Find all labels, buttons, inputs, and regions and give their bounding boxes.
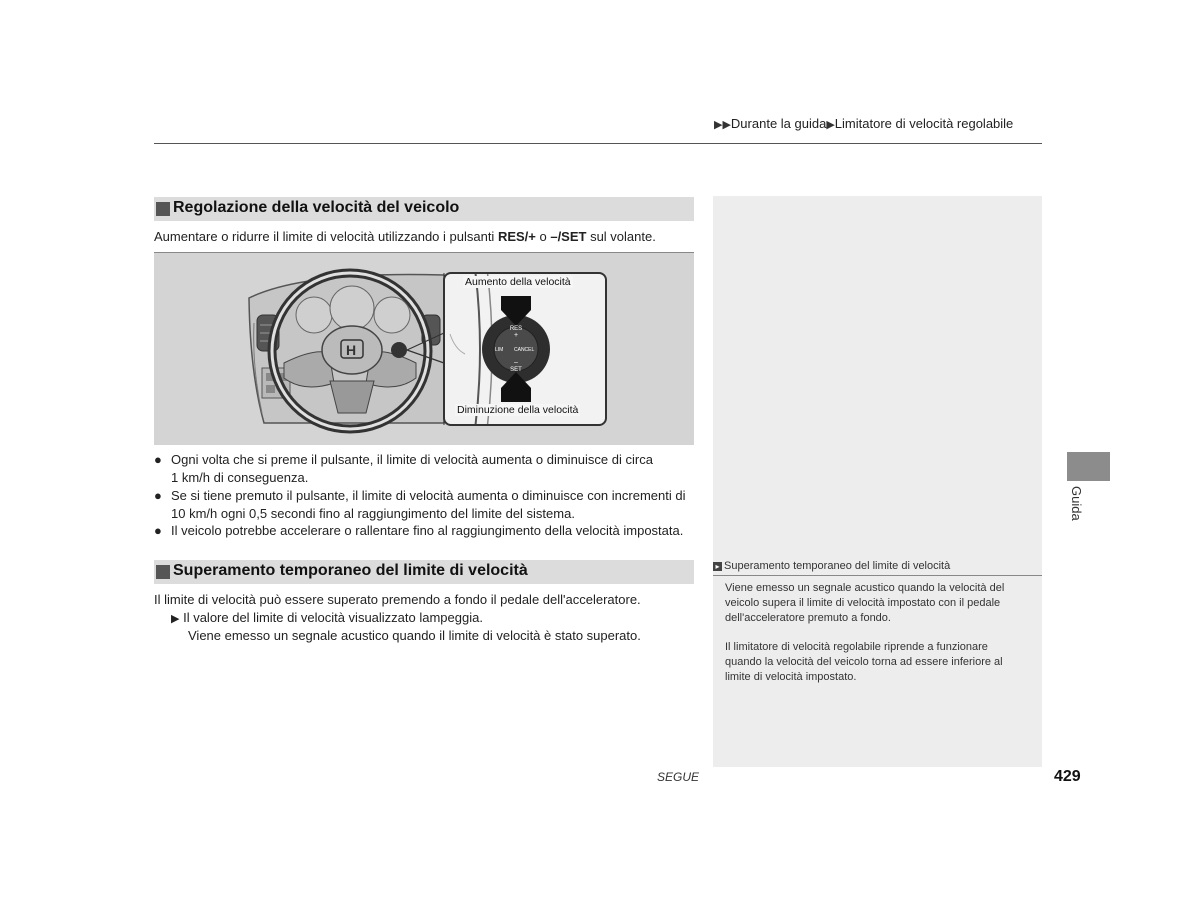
breadcrumb (714, 116, 1013, 131)
sidebar-paragraph-1 (725, 581, 1025, 626)
bullet-text: Il veicolo potrebbe accelerare o rallentare fino al raggiungimento della velocità impostata. (171, 523, 684, 538)
sidebar-line: veicolo supera il limite di velocità impostato con il pedale (725, 597, 1001, 609)
lim-switch-label: LIM (495, 347, 504, 353)
cancel-switch-label: CANCEL (514, 347, 535, 353)
list-item (154, 451, 699, 487)
intro-text: Aumentare o ridurre il limite di velocità utilizzando i pulsanti (154, 229, 498, 244)
bullet-text: Ogni volta che si preme il pulsante, il limite di velocità aumenta o diminuisce di circa (171, 452, 653, 467)
list-item (154, 487, 699, 523)
result-text: Viene emesso un segnale acustico quando il limite di velocità è stato superato. (188, 628, 641, 643)
res-switch-label: RES (509, 326, 523, 332)
bullet-text: 10 km/h ogni 0,5 secondi fino al raggiungimento del limite del sistema. (171, 506, 575, 521)
minus-symbol: – (514, 359, 518, 366)
set-switch-label: SET (510, 367, 522, 373)
dashboard-drawing (154, 253, 694, 445)
section-title: Regolazione della velocità del veicolo (173, 199, 460, 216)
result-line (171, 609, 483, 628)
steering-wheel-illustration (154, 252, 694, 445)
result-arrow-icon: ▶ (171, 613, 180, 625)
result-text: Il valore del limite di velocità visualizzato lampeggia. (183, 610, 483, 625)
intro-text: sul volante. (586, 229, 656, 244)
breadcrumb-item-limitatore[interactable]: Limitatore di velocità regolabile (834, 116, 1014, 131)
switch-closeup (443, 272, 607, 426)
page-number: 429 (1054, 768, 1081, 785)
set-button-label: –/SET (550, 229, 587, 244)
decrease-speed-label: Diminuzione della velocità (457, 404, 579, 416)
sidebar-line: Il limitatore di velocità regolabile riprende a funzionare (725, 641, 988, 653)
intro-text: o (535, 229, 551, 244)
header-rule (154, 143, 1042, 144)
continue-marker: SEGUE (657, 770, 700, 784)
double-arrow-icon: ▶▶ (714, 119, 731, 131)
sidebar-paragraph-2 (725, 640, 1025, 685)
sidebar-line: limite di velocità impostato. (725, 671, 857, 683)
section-heading (154, 560, 694, 584)
heading-square-icon (156, 202, 170, 216)
plus-symbol: + (513, 332, 519, 339)
svg-text:H: H (346, 342, 357, 358)
note-mark-icon: ▸ (713, 562, 722, 571)
bullet-text: 1 km/h di conseguenza. (171, 470, 309, 485)
res-button-label: RES/+ (497, 229, 536, 244)
chapter-tab-text: Guida (1069, 486, 1084, 521)
heading-square-icon (156, 565, 170, 579)
sidebar-line: quando la velocità del veicolo torna ad essere inferiore al (725, 656, 1003, 668)
chapter-tab-label (1068, 486, 1088, 536)
list-item (154, 522, 699, 540)
increase-speed-label: Aumento della velocità (465, 276, 571, 288)
sidebar-line: dell'acceleratore premuto a fondo. (725, 612, 891, 624)
bullet-icon: ● (154, 488, 162, 503)
bullet-icon: ● (154, 523, 162, 538)
section-intro (154, 228, 656, 246)
section-text: Il limite di velocità può essere superato premendo a fondo il pedale dell'acceleratore. (154, 592, 641, 607)
sidebar-line: Viene emesso un segnale acustico quando la velocità del (725, 582, 1005, 594)
sidebar-note-title-text: Superamento temporaneo del limite di velocità (724, 560, 951, 572)
bullet-icon: ● (154, 452, 162, 467)
section-heading (154, 197, 694, 221)
breadcrumb-item-guida[interactable]: Durante la guida (730, 116, 827, 131)
section-title: Superamento temporaneo del limite di velocità (173, 562, 528, 579)
bullet-text: Se si tiene premuto il pulsante, il limite di velocità aumenta o diminuisce con incrementi di (171, 488, 686, 503)
arrow-icon: ▶ (826, 119, 835, 131)
chapter-tab[interactable] (1067, 452, 1110, 481)
sidebar-note-title (713, 560, 1042, 576)
